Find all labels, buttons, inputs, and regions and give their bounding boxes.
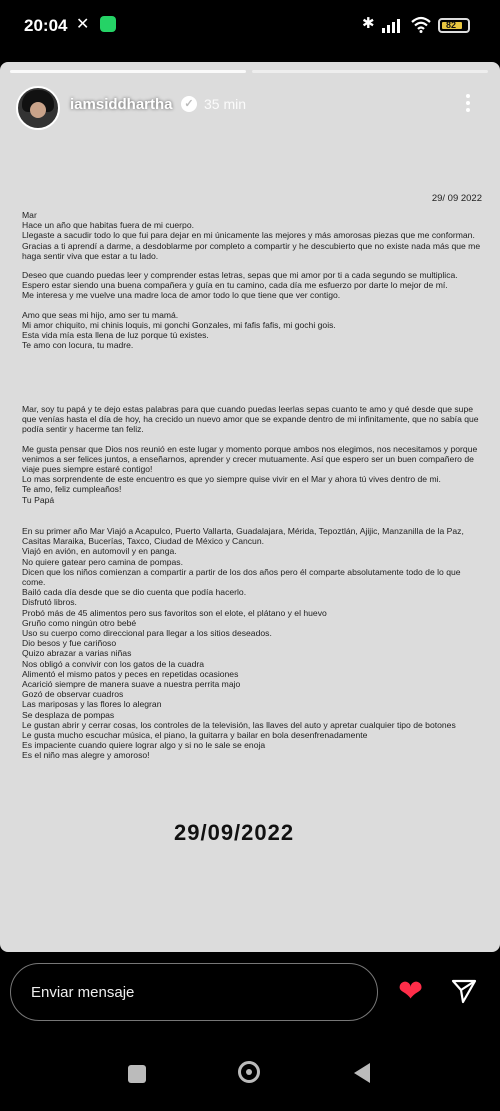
letter-paragraph: Mar Hace un año que habitas fuera de mi cuerpo. Llegaste a sacudir todo lo que fui para dejar en mi únicamente las mejores y más amorosas piezas que me conforman. Gracias a ti aprendí a darme, a desdoblarme por completo a compartir y he descubierto que no existe nada más que me haga sentir viva que estar a tu lado. bbox=[22, 210, 481, 261]
bluetooth-icon: ✱ bbox=[362, 15, 375, 32]
wifi-icon bbox=[410, 16, 432, 33]
letter-date: 29/ 09 2022 bbox=[431, 193, 482, 204]
letter-paragraph: En su primer año Mar Viajó a Acapulco, Puerto Vallarta, Guadalajara, Mérida, Tepoztlán, Ajijic, Manzanilla de la Paz, Casitas Maraika, Bucerías, Taxco, Ciudad de México y Cancun. Viajó en avión, en automovil y en panga. No quiere gatear pero camina de pompas. Dicen que los niños comienzan a compartir a partir de los dos años pero él comparte absolutamente todo de lo que come. Bailó cada día desde que se dio cuenta que podía hacerlo. Disfrutó libros. Probó más de 45 alimentos pero sus favoritos son el elote, el plátano y el huevo Gruño como ningún otro bebé Uso su cuerpo como direccional para llegar a los sitios deseados. Dio besos y fue cariñoso Quizo abrazar a varias niñas Nos obligó a convivir con los gatos de la cuadra Alimentó el mismo patos y peces en repetidas ocasiones Acarició siempre de manera suave a nuestra perrita majo Gozó de observar cuadros Las mariposas y las flores lo alegran Se desplaza de pompas Le gustan abrir y cerrar cosas, los controles de la televisión, las llaves del auto y apretar cualquier tipo de botones Le gusta mucho escuchar música, el piano, la guitarra y bailar en bola desenfrenadamente Es impaciente cuando quiere lograr algo y si no le sale se enoja Es el niño mas alegre y amoroso! bbox=[22, 526, 464, 761]
system-navbar bbox=[0, 1049, 500, 1109]
letter-image bbox=[16, 180, 490, 940]
send-icon[interactable] bbox=[450, 977, 478, 1005]
avatar-face bbox=[30, 102, 46, 118]
message-placeholder: Enviar mensaje bbox=[31, 984, 135, 1001]
status-bar bbox=[0, 0, 500, 56]
story-viewer[interactable] bbox=[0, 62, 500, 952]
status-time: 20:04 bbox=[24, 16, 68, 35]
big-date: 29/09/2022 bbox=[174, 820, 295, 845]
home-button[interactable] bbox=[238, 1061, 260, 1083]
whatsapp-icon bbox=[100, 16, 116, 32]
mother-letter bbox=[22, 210, 482, 359]
story-progress-segment-2 bbox=[252, 70, 488, 73]
recent-apps-button[interactable] bbox=[128, 1065, 146, 1083]
letter-paragraph: Mar, soy tu papá y te dejo estas palabras para que cuando puedas leerlas sepas cuanto te amo y qué desde que supe que venías hasta el día de hoy, ha crecido un nuevo amor que se expande dentro de mi infinitamente, que no sabía que podía sentir y hacerme tan feliz. bbox=[22, 404, 479, 435]
father-letter bbox=[22, 404, 482, 514]
letter-paragraph: Amo que seas mi hijo, amo ser tu mamá. Mi amor chiquito, mi chinis loquis, mi gonchi Gonzales, mi fafis fafis, mi gochi gois. Esta vida mía esta llena de luz porque tú existes. Te amo con locura, tu madre. bbox=[22, 309, 336, 351]
battery-level: 82 bbox=[446, 20, 457, 30]
story-progress-segment-1 bbox=[10, 70, 246, 73]
first-year-list bbox=[22, 526, 482, 761]
more-options-icon[interactable] bbox=[462, 92, 474, 114]
verified-badge-icon: ✓ bbox=[181, 96, 197, 112]
story-time-ago: 35 min bbox=[204, 96, 247, 112]
signal-icon bbox=[382, 17, 404, 33]
message-input[interactable] bbox=[10, 963, 378, 1021]
battery-icon bbox=[438, 18, 470, 33]
home-dot bbox=[246, 1069, 252, 1075]
heart-icon[interactable]: ❤ bbox=[398, 975, 424, 1008]
reply-bar bbox=[0, 955, 500, 1111]
avatar[interactable] bbox=[16, 86, 60, 130]
back-button[interactable] bbox=[354, 1063, 370, 1083]
mute-icon: ✕ bbox=[76, 16, 90, 33]
letter-paragraph: Deseo que cuando puedas leer y comprender estas letras, sepas que mi amor por ti a cada segundo se multiplica. Espero estar siendo una buena compañera y guía en tu camino, cada día me esfuerzo por darte lo mejor de mí. Me interesa y me vuelve una madre loca de amor todo lo que tiene que ver contigo. bbox=[22, 270, 458, 301]
letter-paragraph: Me gusta pensar que Dios nos reunió en este lugar y momento porque ambos nos elegimos, nos necesitamos y porque venimos a ser felices juntos, a enseñarnos, aprender y crecer mutuamente. Así que espero ser un buen compañero de viaje pues siempre estaré contigo! Lo mas sorprendente de este encuentro es que yo siempre quise vivir en el Mar y ahora tú vives dentro de mi. Te amo, feliz cumpleaños! Tu Papá bbox=[22, 443, 478, 505]
story-username[interactable]: iamsiddhartha bbox=[70, 96, 173, 113]
